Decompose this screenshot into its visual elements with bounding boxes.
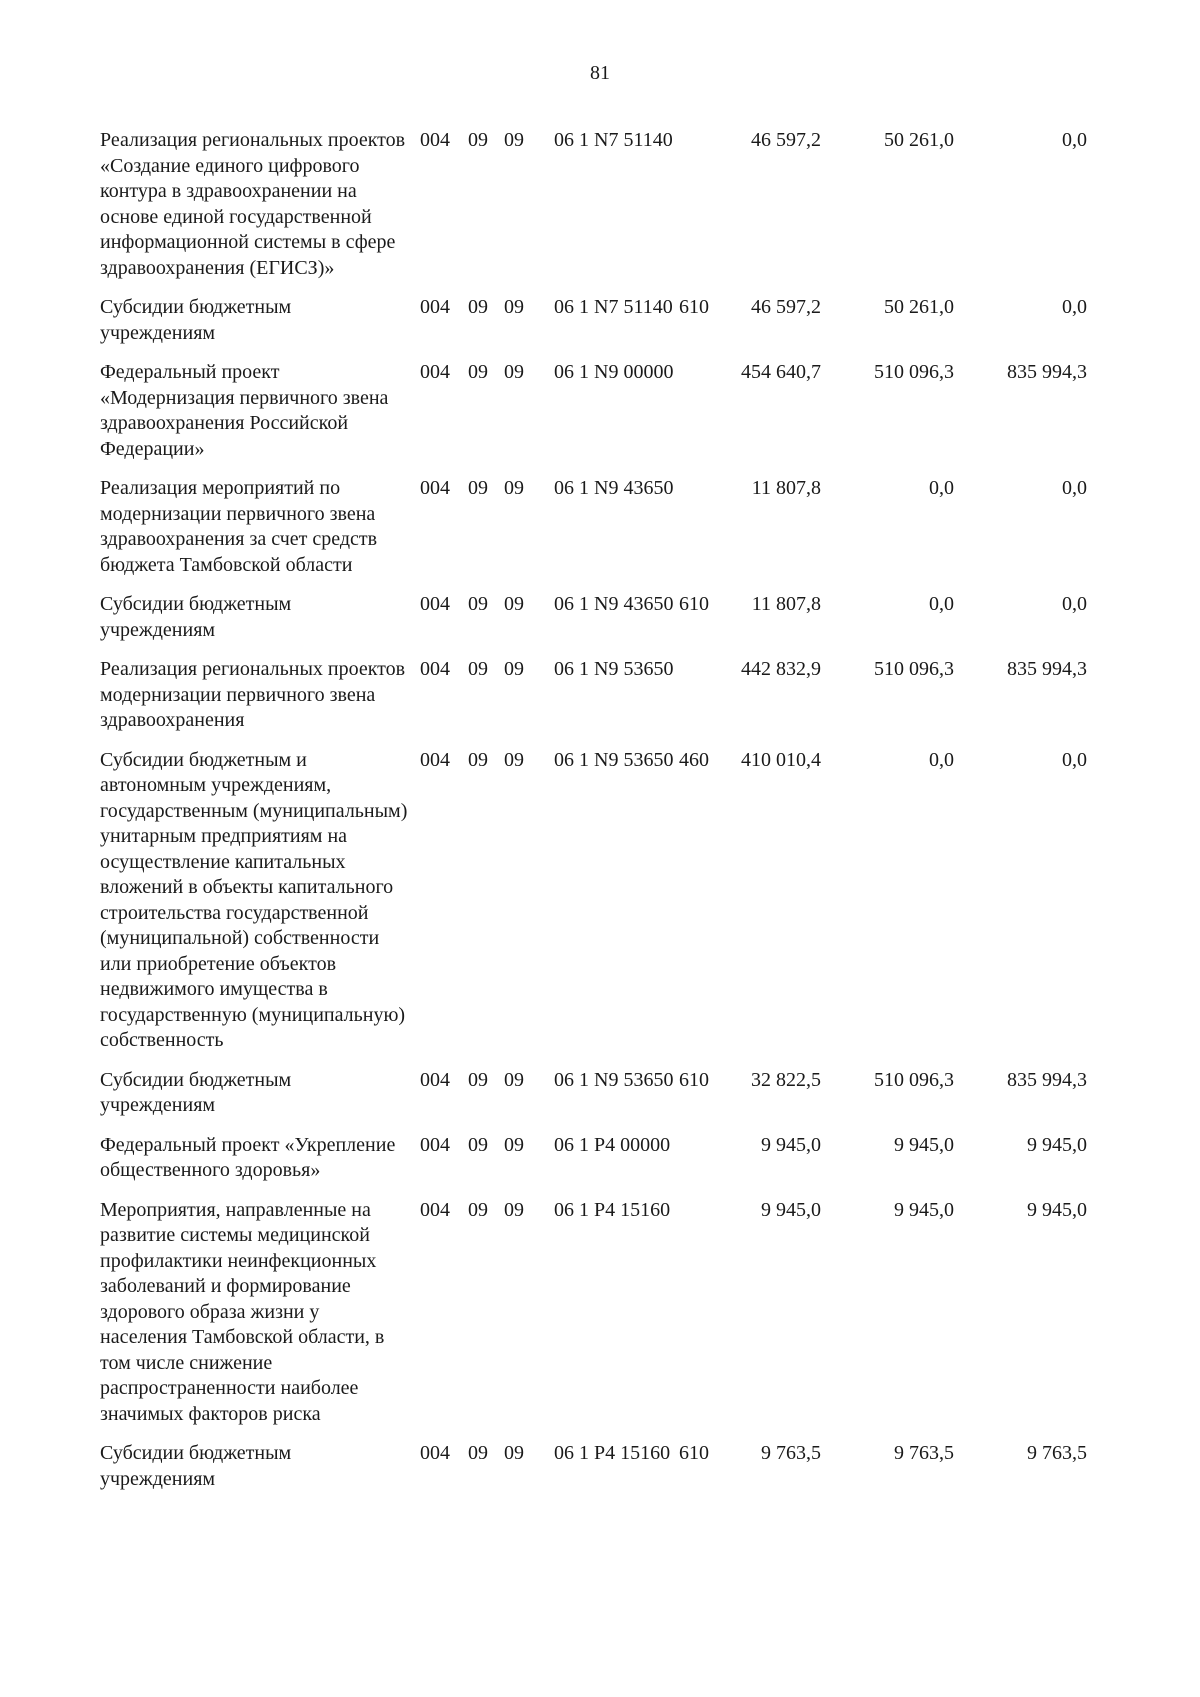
amount-year-3: 835 994,3: [1007, 361, 1087, 383]
amount-year-1: 9 945,0: [761, 1133, 821, 1156]
subsection-code: 09: [504, 1068, 524, 1091]
target-article-code: 06 1 N7 51140: [554, 296, 673, 318]
amount-year-1: 46 597,2: [751, 129, 821, 151]
table-row: [0, 360, 1200, 476]
section-code: 09: [468, 477, 488, 499]
ministry-code: 004: [420, 361, 450, 383]
ministry-code: 004: [420, 658, 450, 680]
table-row: [0, 295, 1200, 360]
section-code: 09: [468, 1442, 488, 1464]
target-article-code: 06 1 N9 43650: [554, 593, 674, 615]
amount-year-2: 9 945,0: [894, 1133, 954, 1156]
item-name: Субсидии бюджетным и автономным учреждениям, государственным (муниципальным) унитарным предприятиям на осуществление капитальных вложений в объекты капитального строительства государственной (муниципальной) собственности или приобретение объектов недвижимого имущества в государственную (муниципальную) собственность: [100, 748, 408, 1051]
ministry-code: 004: [420, 1198, 450, 1221]
table-row: [0, 1198, 1200, 1442]
section-code: 09: [468, 593, 488, 615]
subsection-code: 09: [504, 1133, 524, 1156]
amount-year-3: 0,0: [1062, 296, 1087, 318]
amount-year-3: 835 994,3: [1007, 1068, 1087, 1091]
subsection-code: 09: [504, 748, 524, 771]
subsection-code: 09: [504, 129, 524, 151]
section-code: 09: [468, 1068, 488, 1091]
item-name: Реализация региональных проектов «Создание единого цифрового контура в здравоохранении на основе единой государственной информационной системы в сфере здравоохранения (ЕГИСЗ)»: [100, 129, 406, 279]
item-name: Субсидии бюджетным учреждениям: [100, 296, 292, 344]
table-row: [0, 476, 1200, 592]
table-row: [0, 657, 1200, 748]
amount-year-2: 510 096,3: [874, 1068, 954, 1091]
amount-year-3: 9 763,5: [1027, 1442, 1087, 1464]
subsection-code: 09: [504, 658, 524, 680]
target-article-code: 06 1 N7 51140: [554, 129, 673, 151]
expense-type-code: 610: [679, 296, 709, 318]
amount-year-3: 0,0: [1062, 593, 1087, 615]
page-number: 81: [590, 62, 610, 84]
target-article-code: 06 1 N9 00000: [554, 361, 674, 383]
amount-year-1: 11 807,8: [751, 477, 821, 499]
table-row: [0, 748, 1200, 1068]
amount-year-1: 410 010,4: [741, 748, 821, 771]
amount-year-1: 9 763,5: [761, 1442, 821, 1464]
amount-year-1: 32 822,5: [751, 1068, 821, 1091]
table-row: [0, 1068, 1200, 1133]
item-name: Федеральный проект «Модернизация первичного звена здравоохранения Российской Федерации»: [100, 361, 389, 460]
section-code: 09: [468, 361, 488, 383]
section-code: 09: [468, 658, 488, 680]
amount-year-2: 0,0: [929, 477, 954, 499]
section-code: 09: [468, 1133, 488, 1156]
amount-year-2: 50 261,0: [884, 296, 954, 318]
amount-year-3: 9 945,0: [1027, 1198, 1087, 1221]
expense-type-code: 460: [679, 748, 709, 771]
amount-year-2: 510 096,3: [874, 361, 954, 383]
amount-year-3: 0,0: [1062, 129, 1087, 151]
subsection-code: 09: [504, 1198, 524, 1221]
amount-year-2: 9 945,0: [894, 1198, 954, 1221]
ministry-code: 004: [420, 748, 450, 771]
expense-type-code: 610: [679, 593, 709, 615]
ministry-code: 004: [420, 477, 450, 499]
ministry-code: 004: [420, 296, 450, 318]
section-code: 09: [468, 296, 488, 318]
amount-year-2: 9 763,5: [894, 1442, 954, 1464]
subsection-code: 09: [504, 1442, 524, 1464]
item-name: Реализация региональных проектов модернизации первичного звена здравоохранения: [100, 658, 406, 731]
section-code: 09: [468, 129, 488, 151]
amount-year-3: 9 945,0: [1027, 1133, 1087, 1156]
item-name: Субсидии бюджетным учреждениям: [100, 1068, 292, 1116]
amount-year-1: 9 945,0: [761, 1198, 821, 1221]
target-article-code: 06 1 N9 53650: [554, 1068, 674, 1091]
ministry-code: 004: [420, 1133, 450, 1156]
target-article-code: 06 1 P4 15160: [554, 1442, 671, 1464]
table-row: [0, 1441, 1200, 1506]
ministry-code: 004: [420, 593, 450, 615]
ministry-code: 004: [420, 1442, 450, 1464]
subsection-code: 09: [504, 477, 524, 499]
amount-year-1: 442 832,9: [741, 658, 821, 680]
table-row: [0, 1133, 1200, 1198]
item-name: Субсидии бюджетным учреждениям: [100, 1442, 292, 1490]
amount-year-2: 0,0: [929, 593, 954, 615]
table-row: [0, 592, 1200, 657]
expense-type-code: 610: [679, 1442, 709, 1464]
amount-year-3: 0,0: [1062, 748, 1087, 771]
amount-year-1: 46 597,2: [751, 296, 821, 318]
section-code: 09: [468, 1198, 488, 1221]
item-name: Субсидии бюджетным учреждениям: [100, 593, 292, 641]
expense-type-code: 610: [679, 1068, 709, 1091]
amount-year-1: 454 640,7: [741, 361, 821, 383]
amount-year-2: 510 096,3: [874, 658, 954, 680]
section-code: 09: [468, 748, 488, 771]
ministry-code: 004: [420, 1068, 450, 1091]
item-name: Мероприятия, направленные на развитие системы медицинской профилактики неинфекционных заболеваний и формирование здорового образа жизни у населения Тамбовской области, в том числе снижение распространенности наиболее значимых факторов риска: [100, 1198, 385, 1425]
ministry-code: 004: [420, 129, 450, 151]
subsection-code: 09: [504, 593, 524, 615]
subsection-code: 09: [504, 361, 524, 383]
target-article-code: 06 1 N9 43650: [554, 477, 674, 499]
amount-year-3: 0,0: [1062, 477, 1087, 499]
item-name: Реализация мероприятий по модернизации первичного звена здравоохранения за счет средств бюджета Тамбовской области: [100, 477, 378, 576]
amount-year-2: 0,0: [929, 748, 954, 771]
target-article-code: 06 1 P4 15160: [554, 1198, 671, 1221]
amount-year-1: 11 807,8: [751, 593, 821, 615]
budget-table: [0, 128, 1200, 1506]
item-name: Федеральный проект «Укрепление общественного здоровья»: [100, 1133, 396, 1181]
target-article-code: 06 1 N9 53650: [554, 748, 674, 771]
target-article-code: 06 1 P4 00000: [554, 1133, 671, 1156]
subsection-code: 09: [504, 296, 524, 318]
amount-year-2: 50 261,0: [884, 129, 954, 151]
target-article-code: 06 1 N9 53650: [554, 658, 674, 680]
amount-year-3: 835 994,3: [1007, 658, 1087, 680]
table-row: [0, 128, 1200, 295]
